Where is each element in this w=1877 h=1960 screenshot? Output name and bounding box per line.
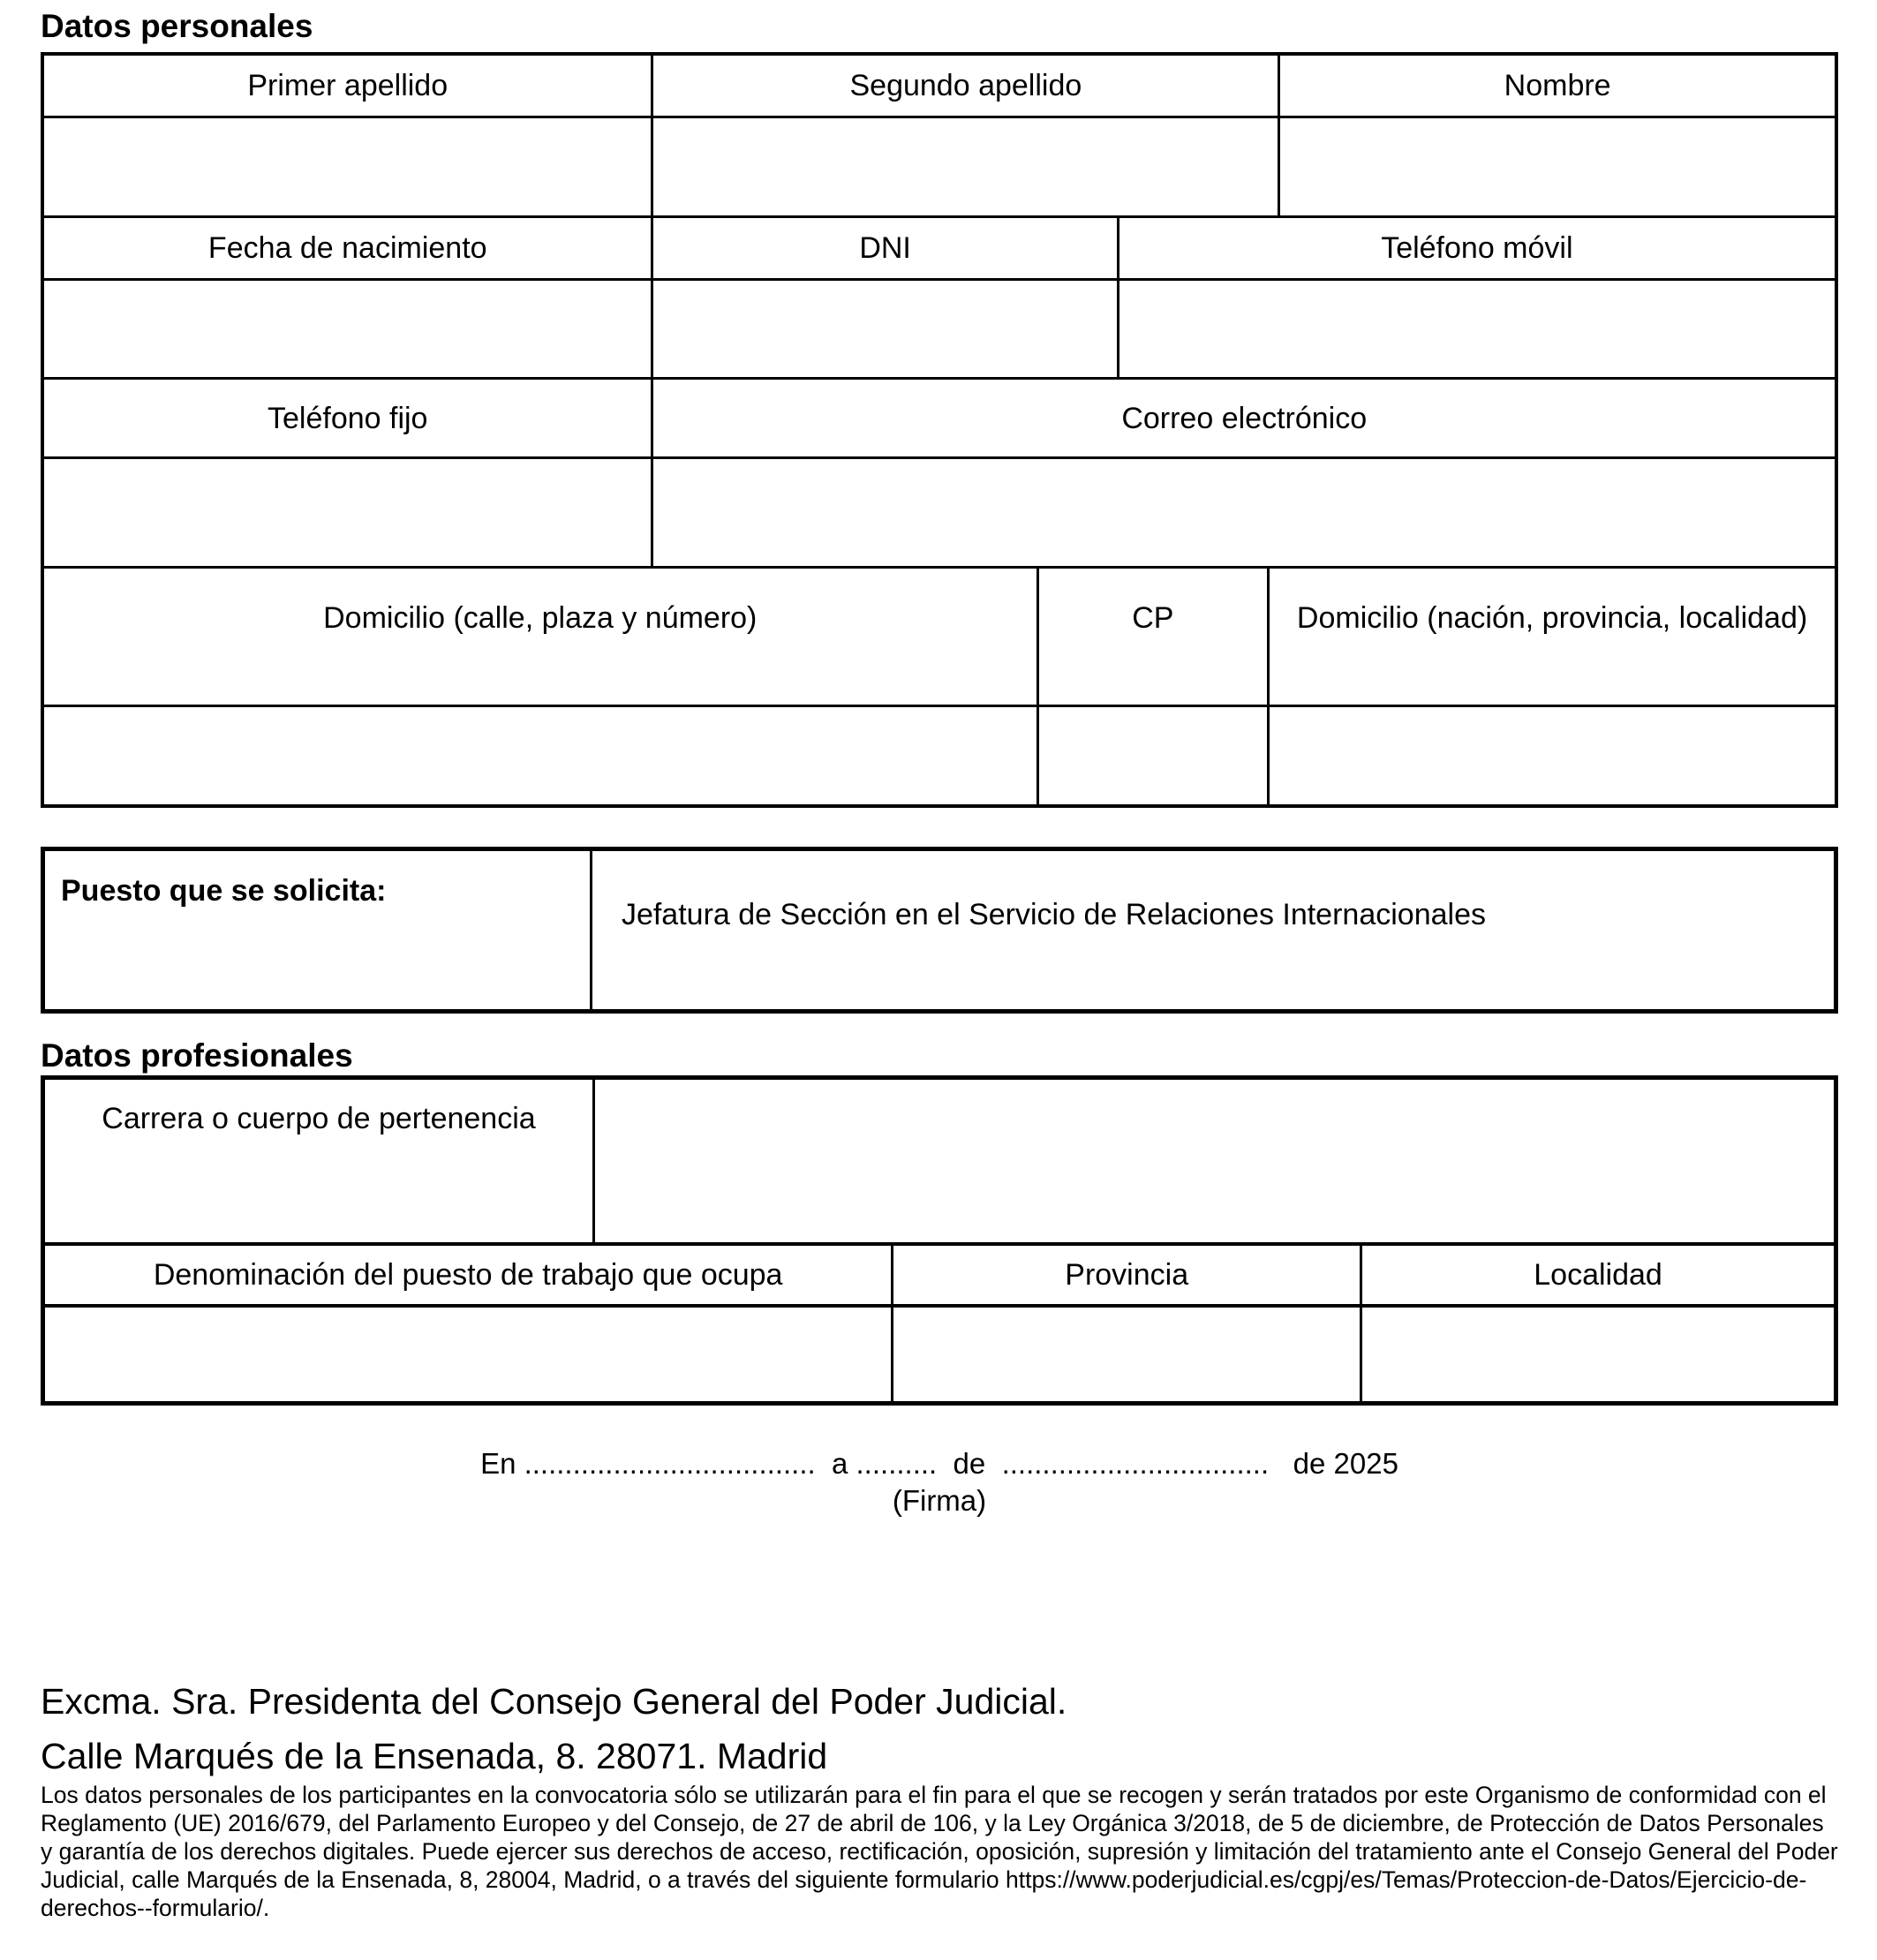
signature-label: (Firma) bbox=[892, 1484, 987, 1517]
table-row bbox=[45, 1304, 1834, 1401]
label-provincia: Provincia bbox=[891, 1246, 1360, 1304]
addressee-address-line: Calle Marqués de la Ensenada, 8. 28071. Madrid bbox=[41, 1736, 828, 1776]
puesto-solicitado-table bbox=[41, 847, 1838, 1014]
input-provincia[interactable] bbox=[891, 1308, 1360, 1401]
table-row bbox=[44, 56, 1835, 116]
label-segundo-apellido: Segundo apellido bbox=[651, 56, 1278, 116]
input-telefono-movil[interactable] bbox=[1117, 281, 1835, 377]
label-carrera-cuerpo: Carrera o cuerpo de pertenencia bbox=[102, 1102, 536, 1135]
label-primer-apellido: Primer apellido bbox=[247, 69, 449, 102]
label-fecha-nacimiento: Fecha de nacimiento bbox=[207, 231, 487, 265]
addressee-line: Excma. Sra. Presidenta del Consejo General del Poder Judicial. bbox=[41, 1681, 1067, 1722]
table-row bbox=[44, 377, 1835, 456]
section-heading-datos-profesionales: Datos profesionales bbox=[41, 1037, 353, 1074]
input-primer-apellido[interactable] bbox=[44, 118, 651, 215]
input-segundo-apellido[interactable] bbox=[651, 118, 1278, 215]
label-dni: DNI bbox=[651, 218, 1116, 278]
input-denominacion-puesto[interactable] bbox=[45, 1308, 891, 1401]
signature-date-line: En .................................... a .......... de ................................. de 2025 bbox=[480, 1447, 1398, 1480]
input-domicilio-calle[interactable] bbox=[44, 707, 1036, 804]
input-cp[interactable] bbox=[1036, 707, 1268, 804]
value-puesto-solicitado: Jefatura de Sección en el Servicio de Relaciones Internacionales bbox=[621, 898, 1486, 931]
input-carrera-cuerpo[interactable] bbox=[592, 1080, 1834, 1242]
label-correo-electronico: Correo electrónico bbox=[651, 380, 1835, 456]
input-telefono-fijo[interactable] bbox=[44, 459, 651, 566]
input-domicilio-nacion[interactable] bbox=[1267, 707, 1835, 804]
input-correo-electronico[interactable] bbox=[651, 459, 1835, 566]
label-domicilio-calle: Domicilio (calle, plaza y número) bbox=[323, 601, 758, 635]
input-localidad[interactable] bbox=[1360, 1308, 1834, 1401]
input-nombre[interactable] bbox=[1278, 118, 1835, 215]
label-domicilio-nacion: Domicilio (nación, provincia, localidad) bbox=[1267, 569, 1835, 705]
table-row bbox=[44, 278, 1835, 377]
table-row bbox=[45, 1080, 1834, 1242]
table-row bbox=[44, 456, 1835, 566]
table-row bbox=[44, 705, 1835, 804]
label-localidad: Localidad bbox=[1360, 1246, 1834, 1304]
input-fecha-nacimiento[interactable] bbox=[44, 281, 651, 377]
datos-personales-table bbox=[41, 52, 1838, 808]
label-telefono-movil: Teléfono móvil bbox=[1117, 218, 1835, 278]
label-cp: CP bbox=[1036, 569, 1268, 705]
label-denominacion-puesto: Denominación del puesto de trabajo que ocupa bbox=[153, 1258, 783, 1292]
label-puesto-solicitado: Puesto que se solicita: bbox=[45, 851, 592, 1009]
table-row bbox=[44, 215, 1835, 278]
datos-profesionales-table bbox=[41, 1075, 1838, 1406]
section-heading-datos-personales: Datos personales bbox=[41, 8, 313, 44]
table-row bbox=[44, 116, 1835, 215]
table-row bbox=[44, 566, 1835, 705]
data-protection-notice: Los datos personales de los participantes en la convocatoria sólo se utilizarán para el fin para el que se recogen y serán tratados por este Organismo de conformidad con el Reglamento (UE) 2016/679, del Parlamento Europeo y del Consejo, de 27 de abril de 106, y la Ley Orgánica 3/2018, de 5 de diciembre, de Protección de Datos Personales y garantía de los derechos digitales. Puede ejercer sus derechos de acceso, rectificación, oposición, supresión y limitación del tratamiento ante el Consejo General del Poder Judicial, calle Marqués de la Ensenada, 8, 28004, Madrid, o a través del siguiente formulario https://www.poderjudicial.es/cgpj/es/Temas/Proteccion-de-Datos/Ejercicio-de-derechos--formulario/. bbox=[41, 1782, 1838, 1921]
label-telefono-fijo: Teléfono fijo bbox=[268, 401, 428, 435]
input-dni[interactable] bbox=[651, 281, 1116, 377]
table-row bbox=[45, 1242, 1834, 1304]
label-nombre: Nombre bbox=[1278, 56, 1835, 116]
